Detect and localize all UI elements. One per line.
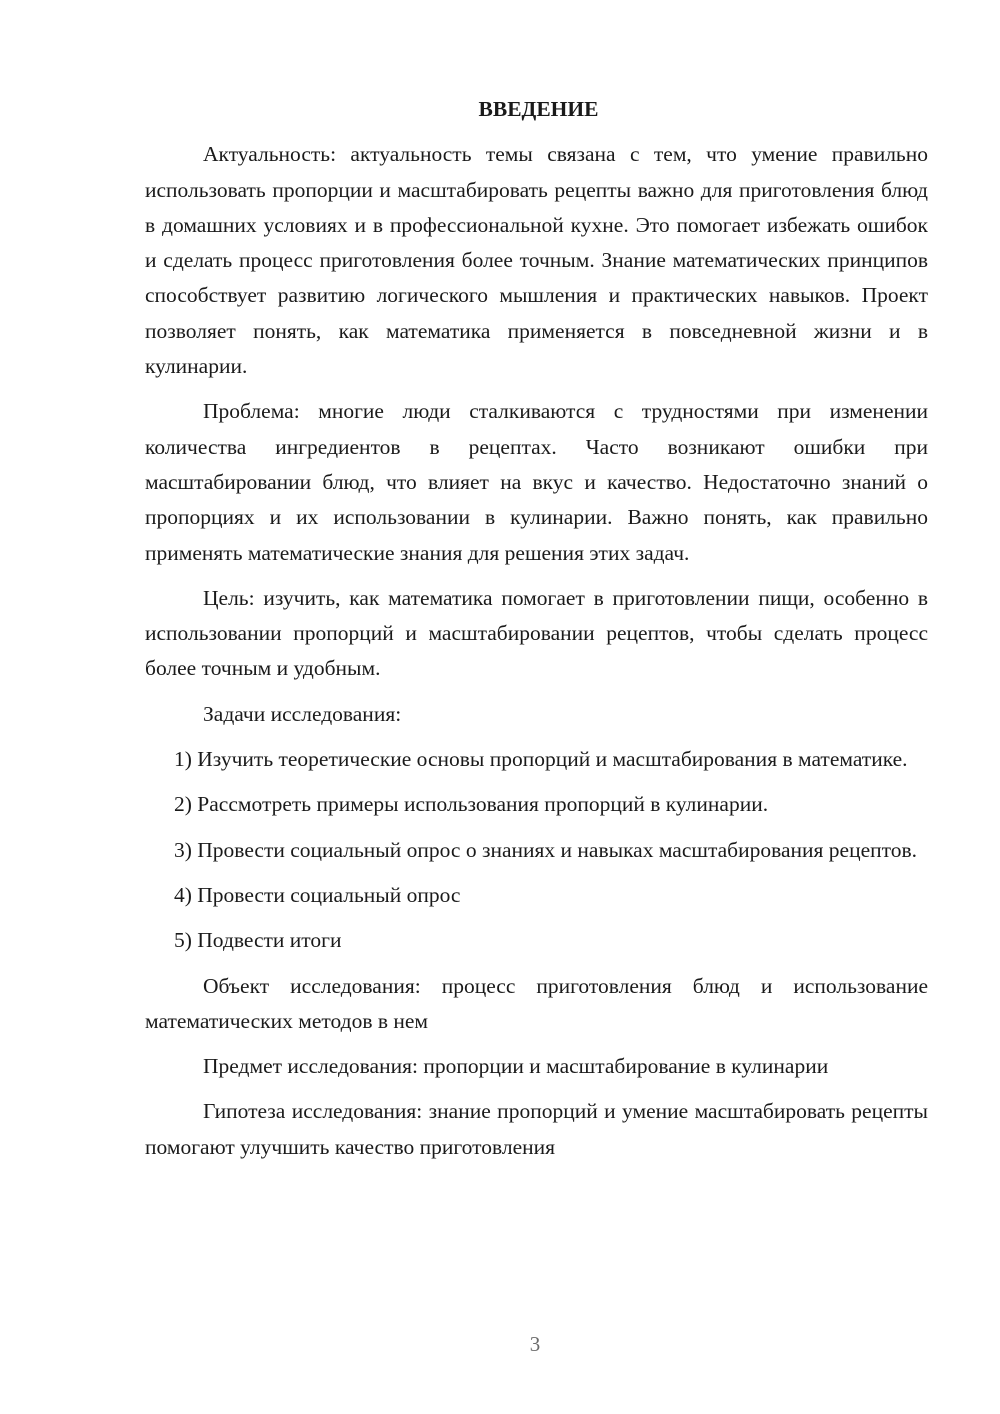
task-item-3: 3) Провести социальный опрос о знаниях и навыках масштабирования рецептов. bbox=[174, 837, 918, 862]
paragraph-object: Объект исследования: процесс приготовления блюд и использование математических методов в нем bbox=[145, 973, 928, 1033]
document-page bbox=[145, 92, 928, 1165]
page-number: 3 bbox=[529, 1332, 541, 1356]
task-item-4: 4) Провести социальный опрос bbox=[174, 882, 461, 907]
paragraph-problem: Проблема: многие люди сталкиваются с трудностями при изменении количества ингредиентов в рецептах. Часто возникают ошибки при масштабировании блюд, что влияет на вкус и качество. Недостаточно знаний о пропорциях и их использовании в кулинарии. Важно понять, как правильно применять математические знания для решения этих задач. bbox=[145, 399, 928, 565]
paragraph-goal: Цель: изучить, как математика помогает в приготовлении пищи, особенно в использовании пропорций и масштабировании рецептов, чтобы сделать процесс более точным и удобным. bbox=[145, 585, 928, 681]
paragraph-hypothesis: Гипотеза исследования: знание пропорций и умение масштабировать рецепты помогают улучшить качество приготовления bbox=[145, 1099, 928, 1159]
task-item-2: 2) Рассмотреть примеры использования пропорций в кулинарии. bbox=[174, 792, 769, 817]
section-title: ВВЕДЕНИЕ bbox=[478, 97, 599, 121]
paragraph-tasks-heading: Задачи исследования: bbox=[203, 701, 402, 726]
paragraph-subject: Предмет исследования: пропорции и масштабирование в кулинарии bbox=[203, 1054, 829, 1079]
task-item-5: 5) Подвести итоги bbox=[174, 928, 342, 953]
paragraph-relevance: Актуальность: актуальность темы связана с тем, что умение правильно использовать пропорции и масштабировать рецепты важно для приготовления блюд в домашних условиях и в профессиональной кухне. Это помогает избежать ошибок и сделать процесс приготовления более точным. Знание математических принципов способствует развитию логического мышления и практических навыков. Проект позволяет понять, как математика применяется в повседневной жизни и в кулинарии. bbox=[145, 142, 928, 379]
task-item-1: 1) Изучить теоретические основы пропорций и масштабирования в математике. bbox=[174, 747, 908, 772]
